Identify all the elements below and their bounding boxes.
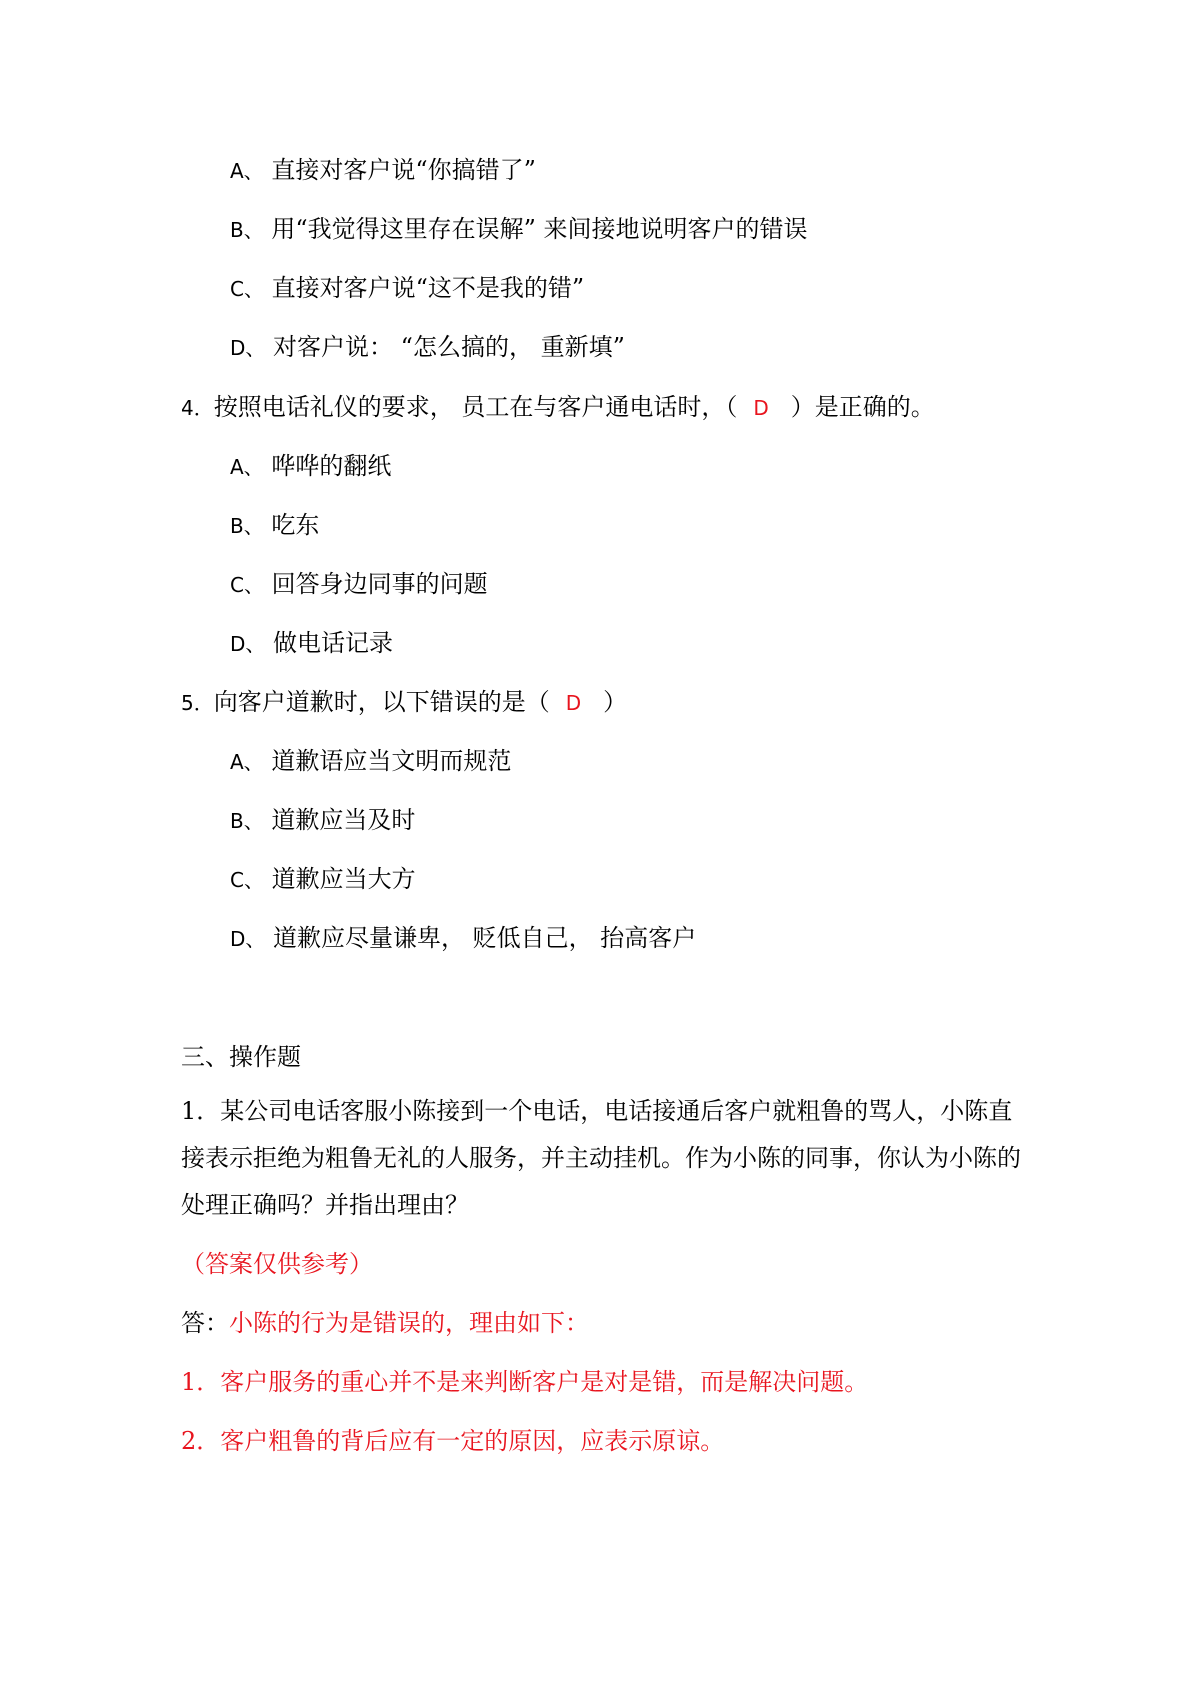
question-5 — [181, 688, 627, 717]
reference-note: （答案仅供参考） — [181, 1250, 373, 1278]
option-text: 道歉应当及时 — [271, 806, 416, 834]
option-text: 做电话记录 — [273, 629, 394, 657]
answer-letter: D — [753, 396, 769, 420]
operation-question-1: 1．某公司电话客服小陈接到一个电话，电话接通后客户就粗鲁的骂人，小陈直接表示拒绝为粗鲁无礼的人服务，并主动挂机。作为小陈的同事，你认为小陈的处理正确吗？并指出理由？ — [181, 1097, 1021, 1219]
option-letter: A、 — [230, 159, 264, 183]
option-letter: A、 — [230, 750, 264, 774]
q3-option-b — [230, 215, 808, 244]
q4-option-d — [230, 629, 393, 658]
q5-option-a — [230, 747, 511, 776]
question-number: 5． — [181, 691, 214, 715]
q3-option-d — [230, 333, 625, 362]
question-text-before: 向客户道歉时，以下错误的是（ — [213, 688, 550, 716]
section-heading: 三、操作题 — [181, 1043, 301, 1071]
question-text-after: ） — [603, 688, 628, 716]
q5-option-c — [230, 865, 416, 894]
option-letter: C、 — [230, 573, 264, 597]
option-text: 直接对客户说“你搞错了” — [271, 156, 536, 184]
option-letter: D、 — [230, 927, 266, 951]
option-letter: D、 — [230, 632, 266, 656]
answer-prefix: 答： — [181, 1309, 229, 1337]
option-text: 对客户说： “怎么搞的， 重新填” — [273, 333, 625, 361]
q5-option-b — [230, 806, 415, 835]
question-text-before: 按照电话礼仪的要求， 员工在与客户通电话时，（ — [213, 393, 738, 421]
answer-intro: 小陈的行为是错误的，理由如下： — [229, 1309, 589, 1337]
option-text: 道歉应当大方 — [271, 865, 416, 893]
option-text: 回答身边同事的问题 — [271, 570, 488, 598]
answer-point-2: 2．客户粗鲁的背后应有一定的原因，应表示原谅。 — [181, 1427, 725, 1455]
option-letter: C、 — [230, 868, 264, 892]
q3-option-a — [230, 156, 536, 185]
option-text: 直接对客户说“这不是我的错” — [271, 274, 585, 302]
option-letter: A、 — [230, 455, 264, 479]
option-text: 道歉应尽量谦卑， 贬低自己， 抬高客户 — [273, 924, 697, 952]
option-letter: C、 — [230, 277, 264, 301]
question-4 — [181, 393, 935, 422]
q5-option-d — [230, 924, 696, 953]
q3-option-c — [230, 274, 584, 303]
answer-letter: D — [565, 691, 582, 715]
q4-option-a — [230, 452, 391, 481]
question-text-after: ）是正确的。 — [790, 393, 935, 421]
answer-line — [181, 1309, 589, 1338]
option-text: 哗哗的翻纸 — [271, 452, 392, 480]
q4-option-b — [230, 511, 319, 540]
option-text: 吃东 — [271, 511, 320, 539]
option-letter: B、 — [230, 514, 264, 538]
option-letter: B、 — [230, 809, 264, 833]
option-letter: D、 — [230, 336, 266, 360]
option-text: 用“我觉得这里存在误解” 来间接地说明客户的错误 — [271, 215, 808, 243]
q4-option-c — [230, 570, 488, 599]
option-letter: B、 — [230, 218, 264, 242]
answer-point-1: 1．客户服务的重心并不是来判断客户是对是错，而是解决问题。 — [181, 1368, 869, 1396]
option-text: 道歉语应当文明而规范 — [271, 747, 512, 775]
question-number: 4． — [181, 396, 214, 420]
